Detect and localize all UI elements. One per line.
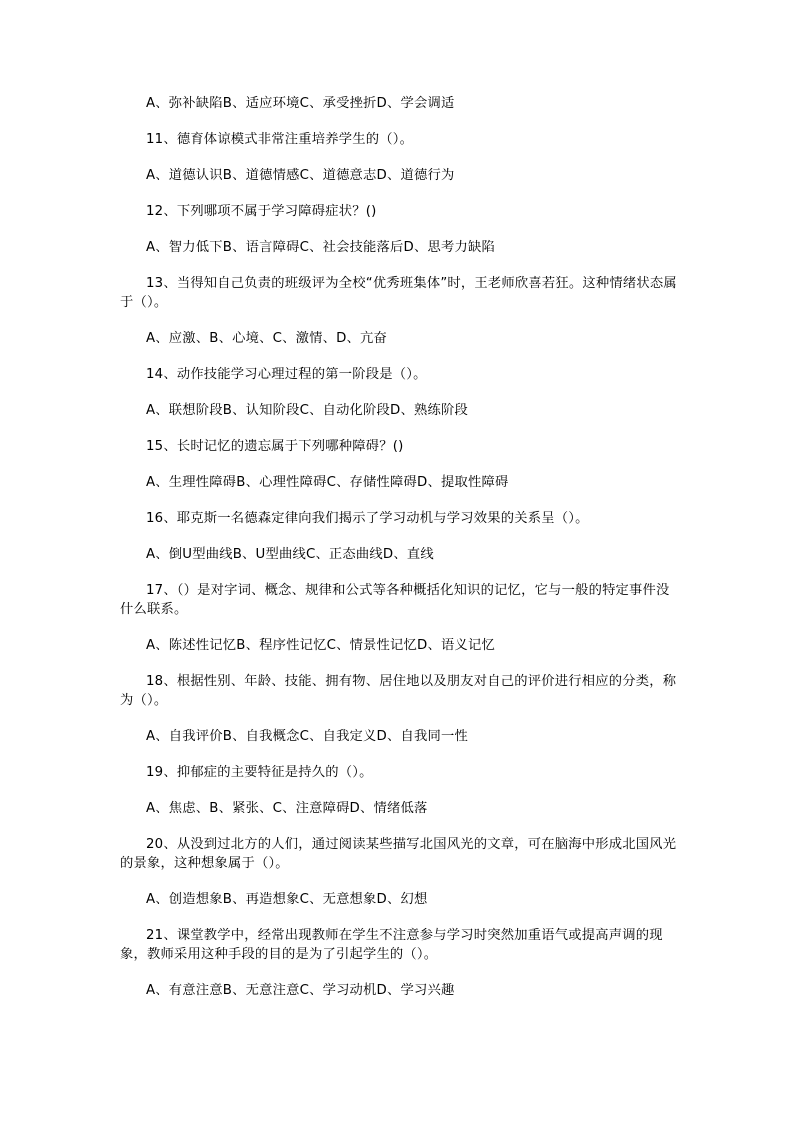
answer-options-14: A、联想阶段B、认知阶段C、自动化阶段D、熟练阶段 (146, 403, 468, 418)
answer-options-11: A、道德认识B、道德情感C、道德意志D、道德行为 (146, 168, 455, 183)
answer-options-16: A、倒U型曲线B、U型曲线C、正态曲线D、直线 (146, 547, 434, 562)
question-17: 17、（）是对字词、概念、规律和公式等各种概括化知识的记忆，它与一般的特定事件没什么联系。 (120, 583, 670, 617)
question-16: 16、耶克斯一名德森定律向我们揭示了学习动机与学习效果的关系呈（）。 (146, 511, 589, 526)
answer-options-15: A、生理性障碍B、心理性障碍C、存储性障碍D、提取性障碍 (146, 475, 509, 490)
question-11: 11、德育体谅模式非常注重培养学生的（）。 (146, 132, 414, 147)
question-20: 20、从没到过北方的人们，通过阅读某些描写北国风光的文章，可在脑海中形成北国风光的景象，这种想象属于（）。 (120, 837, 677, 871)
answer-options-10: A、弥补缺陷B、适应环境C、承受挫折D、学会调适 (146, 96, 455, 111)
answer-options-21: A、有意注意B、无意注意C、学习动机D、学习兴趣 (146, 983, 455, 998)
question-19: 19、抑郁症的主要特征是持久的（）。 (146, 765, 373, 780)
answer-options-20: A、创造想象B、再造想象C、无意想象D、幻想 (146, 892, 428, 907)
question-14: 14、动作技能学习心理过程的第一阶段是（）。 (146, 367, 427, 382)
question-15: 15、长时记忆的遗忘属于下列哪种障碍？() (146, 439, 404, 454)
question-21: 21、课堂教学中，经常出现教师在学生不注意参与学习时突然加重语气或提高声调的现象，教师采用这种手段的目的是为了引起学生的（）。 (120, 928, 663, 962)
question-13: 13、当得知自己负责的班级评为全校“优秀班集体”时，王老师欣喜若狂。这种情绪状态属于（）。 (120, 276, 677, 310)
answer-options-13: A、应激、B、心境、C、激情、D、亢奋 (146, 331, 387, 346)
document-body (120, 94, 680, 1000)
question-18: 18、根据性别、年龄、技能、拥有物、居住地以及朋友对自己的评价进行相应的分类，称为（）。 (120, 674, 677, 708)
question-12: 12、下列哪项不属于学习障碍症状？() (146, 204, 377, 219)
answer-options-17: A、陈述性记忆B、程序性记忆C、情景性记忆D、语义记忆 (146, 638, 495, 653)
answer-options-12: A、智力低下B、语言障碍C、社会技能落后D、思考力缺陷 (146, 240, 495, 255)
answer-options-18: A、自我评价B、自我概念C、自我定义D、自我同一性 (146, 729, 468, 744)
answer-options-19: A、焦虑、B、紧张、C、注意障碍D、情绪低落 (146, 801, 428, 816)
